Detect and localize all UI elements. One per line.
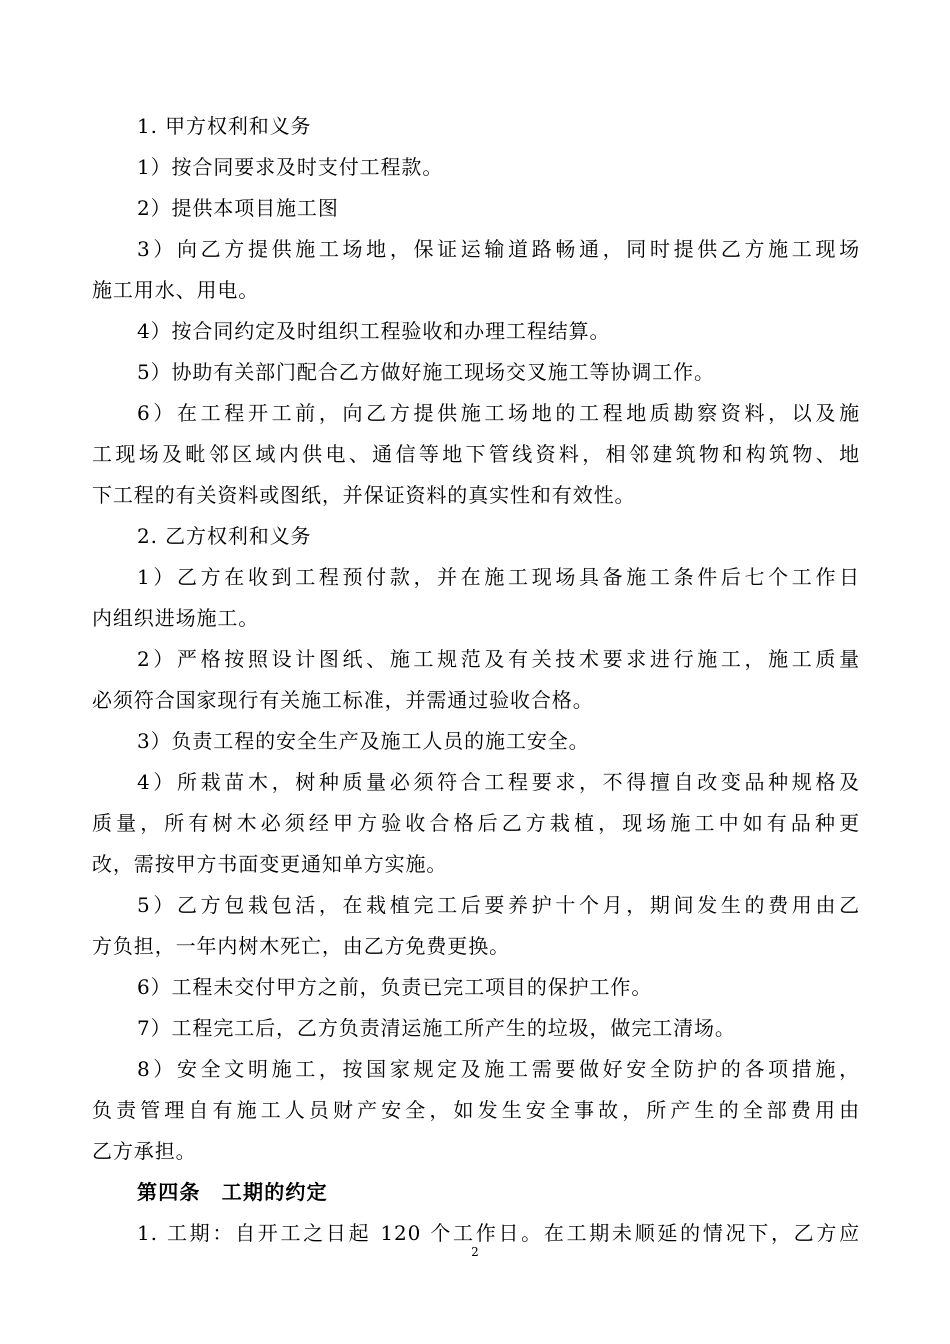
article-four-heading: 第四条 工期的约定 [137, 1180, 328, 1204]
paragraph-line: 2）严格按照设计图纸、施工规范及有关技术要求进行施工，施工质量 [137, 647, 860, 671]
paragraph-line: 3）负责工程的安全生产及施工人员的施工安全。 [137, 729, 590, 753]
section-heading-party-b: 2. 乙方权利和义务 [137, 524, 312, 548]
paragraph-line: 质量，所有树木必须经甲方验收合格后乙方栽植，现场施工中如有品种更 [92, 811, 860, 835]
page-number: 2 [471, 1245, 479, 1259]
paragraph-line: 必须符合国家现行有关施工标准，并需通过验收合格。 [92, 688, 594, 712]
paragraph-line: 5）协助有关部门配合乙方做好施工现场交叉施工等协调工作。 [137, 360, 715, 384]
paragraph-line: 3）向乙方提供施工场地，保证运输道路畅通，同时提供乙方施工现场 [137, 237, 860, 261]
paragraph-line: 2）提供本项目施工图 [137, 196, 339, 220]
paragraph-line: 1）乙方在收到工程预付款，并在施工现场具备施工条件后七个工作日 [137, 565, 860, 589]
paragraph-line: 1. 工期：自开工之日起 120 个工作日。在工期未顺延的情况下，乙方应 [137, 1221, 860, 1245]
paragraph-line: 7）工程完工后，乙方负责清运施工所产生的垃圾，做完工清场。 [137, 1016, 736, 1040]
paragraph-line: 负责管理自有施工人员财产安全，如发生安全事故，所产生的全部费用由 [92, 1098, 860, 1122]
paragraph-line: 乙方承担。 [92, 1139, 197, 1163]
paragraph-line: 4）按合同约定及时组织工程验收和办理工程结算。 [137, 319, 611, 343]
paragraph-line: 下工程的有关资料或图纸，并保证资料的真实性和有效性。 [92, 483, 636, 507]
paragraph-line: 5）乙方包栽包活，在栽植完工后要养护十个月，期间发生的费用由乙 [137, 893, 860, 917]
paragraph-line: 内组织进场施工。 [92, 606, 260, 630]
paragraph-line: 施工用水、用电。 [92, 278, 260, 302]
paragraph-line: 改，需按甲方书面变更通知单方实施。 [92, 852, 448, 876]
paragraph-line: 工现场及毗邻区域内供电、通信等地下管线资料，相邻建筑物和构筑物、地 [92, 442, 860, 466]
paragraph-line: 8）安全文明施工，按国家规定及施工需要做好安全防护的各项措施， [137, 1057, 860, 1081]
section-heading-party-a: 1. 甲方权利和义务 [137, 114, 312, 138]
paragraph-line: 方负担，一年内树木死亡，由乙方免费更换。 [92, 934, 510, 958]
paragraph-line: 1）按合同要求及时支付工程款。 [137, 155, 444, 179]
paragraph-line: 4）所栽苗木，树种质量必须符合工程要求，不得擅自改变品种规格及 [137, 770, 860, 794]
paragraph-line: 6）在工程开工前，向乙方提供施工场地的工程地质勘察资料，以及施 [137, 401, 860, 425]
paragraph-line: 6）工程未交付甲方之前，负责已完工项目的保护工作。 [137, 975, 653, 999]
